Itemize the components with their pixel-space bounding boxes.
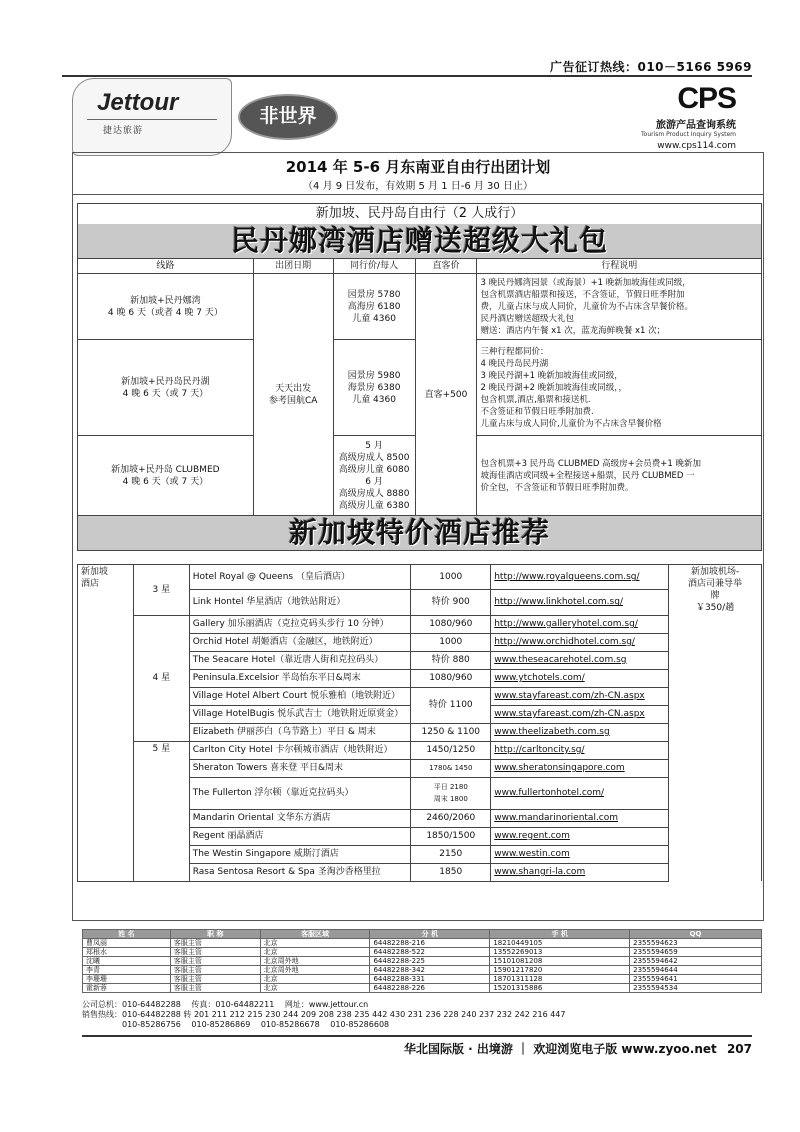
hotel-url[interactable]: www.fullertonhotel.com/ bbox=[491, 777, 669, 809]
contact-region: 北京周外地 bbox=[260, 966, 370, 975]
ad-hotline: 广告征订热线：010－5166 5969 bbox=[549, 60, 752, 74]
hotel-url[interactable]: http://www.royalqueens.com.sg/ bbox=[491, 565, 669, 590]
hotel-name: Orchid Hotel 胡姬酒店（金融区，地铁附近） bbox=[189, 633, 411, 651]
hotel-price: 1000 bbox=[411, 565, 491, 590]
contact-ext: 64482288-226 bbox=[370, 984, 490, 993]
contact-title: 客服主管 bbox=[170, 984, 260, 993]
contact-title: 客服主管 bbox=[170, 948, 260, 957]
hotel-price: 平日 2180 周末 1800 bbox=[411, 777, 491, 809]
contact-header: 姓 名 bbox=[83, 930, 171, 939]
footer-text: 华北国际版 · 出境游 ｜ 欢迎浏览电子版 www.zyoo.net bbox=[403, 1042, 717, 1056]
hotel-url[interactable]: www.theseacarehotel.com.sg bbox=[491, 651, 669, 669]
route-cell: 新加坡+民丹岛民丹湖 4 晚 6 天（或 7 天） bbox=[78, 340, 254, 436]
hotel-price: 1450/1250 bbox=[411, 741, 491, 759]
contact-mobile: 18210449105 bbox=[490, 939, 630, 948]
cps-url: www.cps114.com bbox=[657, 141, 736, 151]
jettour-logo-name: Jettour bbox=[97, 89, 179, 116]
bintan-banner: 民丹娜湾酒店赠送超级大礼包 bbox=[78, 224, 762, 259]
price-cell: 5 月 高级房成人 8500 高级房儿童 6080 6 月 高级房成人 8880 高级房儿童 6380 bbox=[333, 436, 415, 516]
hotel-url[interactable]: www.stayfareast.com/zh-CN.aspx bbox=[491, 705, 669, 723]
hotel-name: Regent 丽晶酒店 bbox=[189, 827, 411, 845]
bottom-divider bbox=[82, 1035, 752, 1037]
hotel-url[interactable]: www.westin.com bbox=[491, 845, 669, 863]
hotel-name: Link Hontel 华星酒店（地铁站附近） bbox=[189, 590, 411, 615]
airport-transfer: 新加坡机场- 酒店司兼导举 牌 ￥350/趟 bbox=[669, 565, 762, 616]
company-info: 公司总机：010-64482288 传真：010-64482211 网址：www.jettour.cn bbox=[82, 1000, 369, 1009]
th-itinerary: 行程说明 bbox=[477, 259, 762, 274]
th-route: 线路 bbox=[78, 259, 254, 274]
top-divider bbox=[62, 75, 752, 77]
contact-mobile: 15901217820 bbox=[490, 966, 630, 975]
contact-name: 郑根水 bbox=[83, 948, 171, 957]
contact-mobile: 15101081208 bbox=[490, 957, 630, 966]
contact-qq: 2355594659 bbox=[630, 948, 762, 957]
contact-region: 北京周外地 bbox=[260, 957, 370, 966]
city-cell: 新加坡 酒店 bbox=[78, 565, 134, 882]
hotel-price: 1850 bbox=[411, 863, 491, 881]
contact-name: 李珊珊 bbox=[83, 975, 171, 984]
hotel-price: 1780& 1450 bbox=[411, 759, 491, 777]
route-cell: 新加坡+民丹娜湾 4 晚 6 天（或者 4 晚 7 天） bbox=[78, 274, 254, 340]
price-cell: 园景房 5980 海景房 6380 儿童 4360 bbox=[333, 340, 415, 436]
hotel-price: 1850/1500 bbox=[411, 827, 491, 845]
contact-region: 北京 bbox=[260, 948, 370, 957]
contact-qq: 2355594623 bbox=[630, 939, 762, 948]
page-number: 207 bbox=[726, 1042, 752, 1056]
star-3: 3 星 bbox=[133, 565, 189, 616]
direct-price-cell: 直客+500 bbox=[415, 274, 477, 516]
page-title: 2014 年 5-6 月东南亚自由行出团计划 bbox=[285, 158, 551, 176]
hotel-url[interactable]: www.mandarinoriental.com bbox=[491, 809, 669, 827]
jettour-logo bbox=[72, 78, 232, 156]
hotel-url[interactable]: www.sheratonsingapore.com bbox=[491, 759, 669, 777]
contact-table bbox=[82, 929, 762, 993]
hotel-price: 2460/2060 bbox=[411, 809, 491, 827]
contact-mobile: 18701311128 bbox=[490, 975, 630, 984]
contact-region: 北京 bbox=[260, 984, 370, 993]
contact-title: 客服主管 bbox=[170, 966, 260, 975]
price-cell: 园景房 5780 高海房 6180 儿童 4360 bbox=[333, 274, 415, 340]
hotel-table bbox=[77, 564, 762, 882]
itinerary-cell: 三种行程都同价： 4 晚民丹岛民丹湖 3 晚民丹湖+1 晚新加坡海佳或同级， 2 晚民丹湖+2 晚新加坡海佳或同级，， 包含机票,酒店,船票和接送机. 不含签证和节假日旺季附加费. 儿童占床与成人同价,儿童价为不占床含早餐价格 bbox=[477, 340, 762, 436]
contact-header: 手 机 bbox=[490, 930, 630, 939]
th-direct-price: 直客价 bbox=[415, 259, 477, 274]
contact-ext: 64482288-331 bbox=[370, 975, 490, 984]
tour-table bbox=[77, 203, 762, 551]
hotel-price: 特价 880 bbox=[411, 651, 491, 669]
star-5: 5 星 bbox=[133, 741, 189, 881]
hotel-banner: 新加坡特价酒店推荐 bbox=[78, 516, 762, 551]
hotel-name: Hotel Royal @ Queens （皇后酒店） bbox=[189, 565, 411, 590]
itinerary-cell: 包含机票+3 民丹岛 CLUBMED 高级房+会员费+1 晚新加 坡海佳酒店或同级+全程接送+船票，民丹 CLUBMED 一 价全包，不含签证和节假日旺季附加费。 bbox=[477, 436, 762, 516]
th-peer-price: 同行价/每人 bbox=[333, 259, 415, 274]
contact-title: 客服主管 bbox=[170, 939, 260, 948]
hotel-name: The Seacare Hotel（靠近唐人街和克拉码头） bbox=[189, 651, 411, 669]
hotel-name: The Fullerton 浮尔顿（靠近克拉码头） bbox=[189, 777, 411, 809]
contact-qq: 2355594642 bbox=[630, 957, 762, 966]
itinerary-cell: 3 晚民丹娜湾园景（或海景）+1 晚新加坡海佳或同级， 包含机票酒店船票和接送，不含签证，节假日旺季附加 费，儿童占床与成人同价，儿童价为不占床含早餐价格。 民丹酒店赠送超级大礼包 赠送：酒店内午餐 x1 次，蓝龙海鲜晚餐 x1 次； bbox=[477, 274, 762, 340]
hotel-price: 1080/960 bbox=[411, 669, 491, 687]
hotel-name: Carlton City Hotel 卡尔顿城市酒店（地铁附近） bbox=[189, 741, 411, 759]
contact-ext: 64482288-342 bbox=[370, 966, 490, 975]
hotel-name: Sheraton Towers 喜来登 平日&周末 bbox=[189, 759, 411, 777]
hotel-url[interactable]: www.stayfareast.com/zh-CN.aspx bbox=[491, 687, 669, 705]
depart-cell: 天天出发 参考国航CA bbox=[253, 274, 333, 516]
star-4: 4 星 bbox=[133, 615, 189, 741]
contact-name: 李青 bbox=[83, 966, 171, 975]
contact-ext: 64482288-216 bbox=[370, 939, 490, 948]
world-logo: 非世界 bbox=[238, 94, 338, 140]
contact-qq: 2355594534 bbox=[630, 984, 762, 993]
contact-qq: 2355594644 bbox=[630, 966, 762, 975]
hotel-price: 1000 bbox=[411, 633, 491, 651]
hotel-name: Gallery 加乐丽酒店（克拉克码头步行 10 分钟） bbox=[189, 615, 411, 633]
contact-title: 客服主管 bbox=[170, 975, 260, 984]
page-footer bbox=[404, 1040, 752, 1057]
hotel-url[interactable]: www.regent.com bbox=[491, 827, 669, 845]
hotel-price: 1250 & 1100 bbox=[411, 723, 491, 741]
hotel-url[interactable]: http://www.orchidhotel.com.sg/ bbox=[491, 633, 669, 651]
contact-ext: 64482288-225 bbox=[370, 957, 490, 966]
hotel-name: The Westin Singapore 威斯汀酒店 bbox=[189, 845, 411, 863]
contact-name: 霍新蓉 bbox=[83, 984, 171, 993]
hotel-url[interactable]: http://carltoncity.sg/ bbox=[491, 741, 669, 759]
contact-name: 沈曦 bbox=[83, 957, 171, 966]
hotel-url[interactable]: www.shangri-la.com bbox=[491, 863, 669, 881]
contact-name: 曹凤丽 bbox=[83, 939, 171, 948]
hotel-url[interactable]: www.ytchotels.com/ bbox=[491, 669, 669, 687]
route-cell: 新加坡+民丹岛 CLUBMED 4 晚 6 天（或 7 天） bbox=[78, 436, 254, 516]
contact-region: 北京 bbox=[260, 975, 370, 984]
sales-hotline-2: 010-85286756 010-85286869 010-85286678 010-85286608 bbox=[82, 1020, 390, 1029]
contact-header: 职 称 bbox=[170, 930, 260, 939]
contact-title: 客服主管 bbox=[170, 957, 260, 966]
hotel-price: 特价 1100 bbox=[411, 687, 491, 723]
cps-logo bbox=[610, 82, 736, 151]
hotel-url[interactable]: http://www.linkhotel.com.sg/ bbox=[491, 590, 669, 615]
hotel-price: 1080/960 bbox=[411, 615, 491, 633]
hotel-url[interactable]: http://www.galleryhotel.com.sg/ bbox=[491, 615, 669, 633]
hotel-name: Peninsula.Excelsior 半岛怡东平日&周末 bbox=[189, 669, 411, 687]
hotel-price: 2150 bbox=[411, 845, 491, 863]
contact-ext: 64482288-522 bbox=[370, 948, 490, 957]
sales-hotline: 销售热线：010-64482288 转 201 211 212 215 230 244 209 208 238 235 442 430 231 236 228 240 237 232 242 216 447 bbox=[82, 1010, 566, 1019]
cps-logo-cn: 旅游产品查询系统 bbox=[656, 120, 736, 131]
jettour-logo-swoosh bbox=[87, 119, 217, 120]
hotel-name: Mandarin Oriental 文华东方酒店 bbox=[189, 809, 411, 827]
cps-logo-en: Tourism Product Inquiry System bbox=[641, 131, 736, 138]
contact-qq: 2355594641 bbox=[630, 975, 762, 984]
contact-header: QQ bbox=[630, 930, 762, 939]
contact-header: 客服区域 bbox=[260, 930, 370, 939]
hotel-name: Village Hotel Albert Court 悦乐雅柏（地铁附近） bbox=[189, 687, 411, 705]
hotel-name: Rasa Sentosa Resort & Spa 圣淘沙香格里拉 bbox=[189, 863, 411, 881]
contact-header: 分 机 bbox=[370, 930, 490, 939]
jettour-logo-sub: 捷达旅游 bbox=[103, 126, 144, 136]
contact-mobile: 15201315886 bbox=[490, 984, 630, 993]
th-date: 出团日期 bbox=[253, 259, 333, 274]
hotel-url[interactable]: www.theelizabeth.com.sg bbox=[491, 723, 669, 741]
title-divider bbox=[72, 194, 764, 195]
contact-region: 北京 bbox=[260, 939, 370, 948]
contact-mobile: 13552269013 bbox=[490, 948, 630, 957]
hotel-price: 特价 900 bbox=[411, 590, 491, 615]
hotel-name: Elizabeth 伊丽莎白（乌节路上）平日 & 周末 bbox=[189, 723, 411, 741]
hotel-name: Village HotelBugis 悦乐武吉士（地铁附近原赏金） bbox=[189, 705, 411, 723]
side-blank bbox=[669, 615, 762, 881]
page-subtitle: （4 月 9 日发布，有效期 5 月 1 日-6 月 30 日止） bbox=[303, 181, 533, 192]
tour-section-title: 新加坡、民丹岛自由行（2 人成行） bbox=[78, 204, 762, 225]
cps-logo-mark: CPS bbox=[677, 82, 736, 115]
